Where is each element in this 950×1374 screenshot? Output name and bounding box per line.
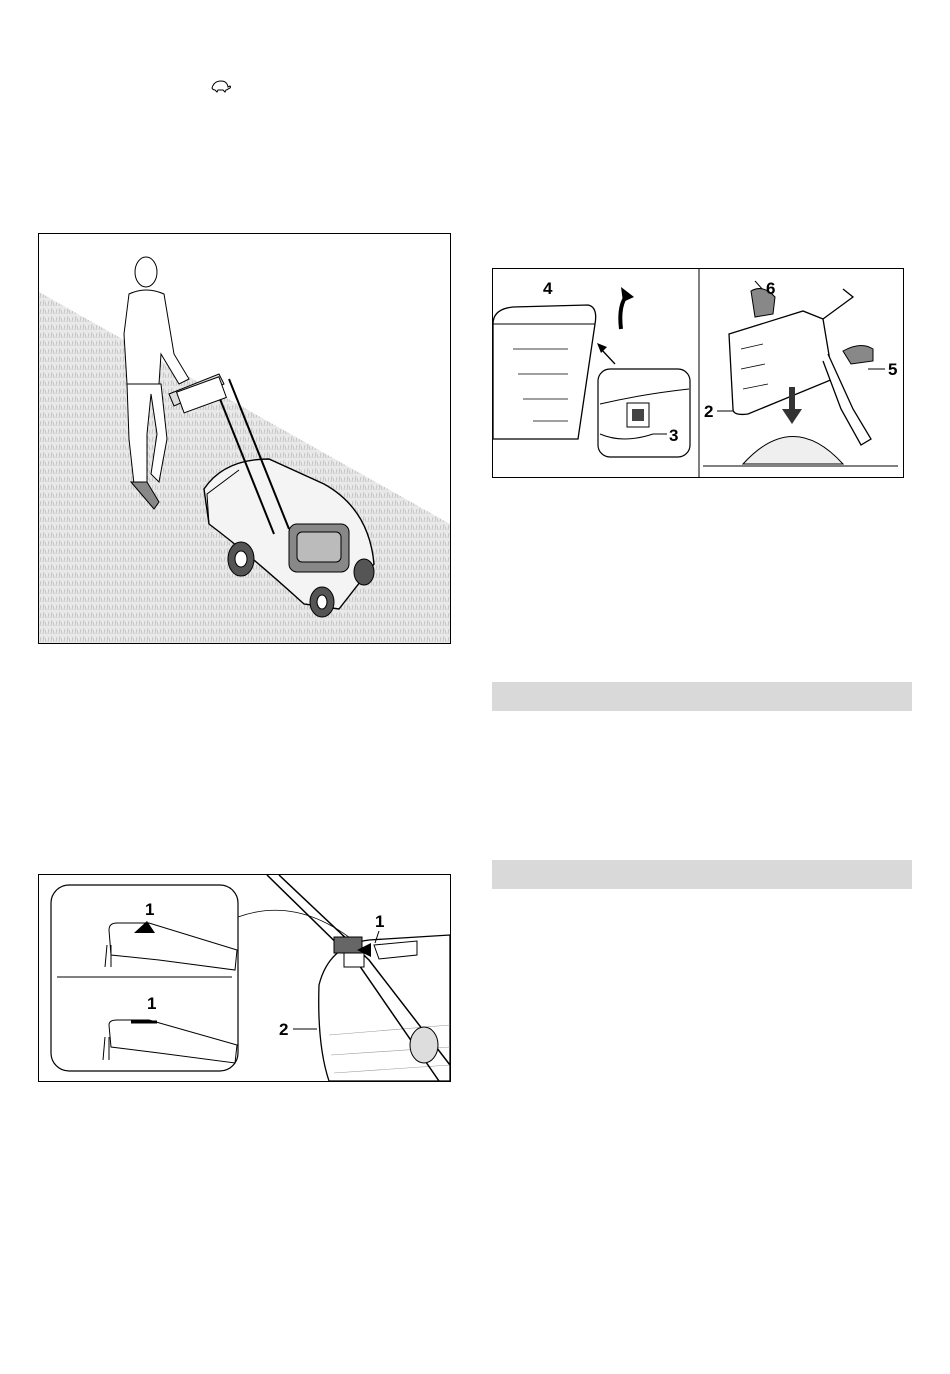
figure-catcher-indicator (38, 874, 451, 1082)
label-2: 2 (704, 402, 714, 421)
figure-catcher-emptying (492, 268, 904, 478)
label-1-inset-top: 1 (145, 900, 155, 919)
label-5: 5 (888, 360, 898, 379)
turtle-icon (210, 79, 232, 93)
catcher-indicator-illustration (39, 875, 450, 1081)
label-6: 6 (766, 279, 776, 298)
label-1-main: 1 (375, 912, 385, 931)
label-4: 4 (543, 279, 553, 298)
figure-mowing-slope (38, 233, 451, 644)
label-2-main: 2 (279, 1020, 289, 1039)
label-1-inset-bottom: 1 (147, 994, 157, 1013)
section-heading-bar (492, 860, 912, 889)
catcher-emptying-illustration (493, 269, 903, 477)
section-heading-bar (492, 682, 912, 711)
mowing-slope-illustration (39, 234, 450, 643)
label-3: 3 (669, 426, 679, 445)
